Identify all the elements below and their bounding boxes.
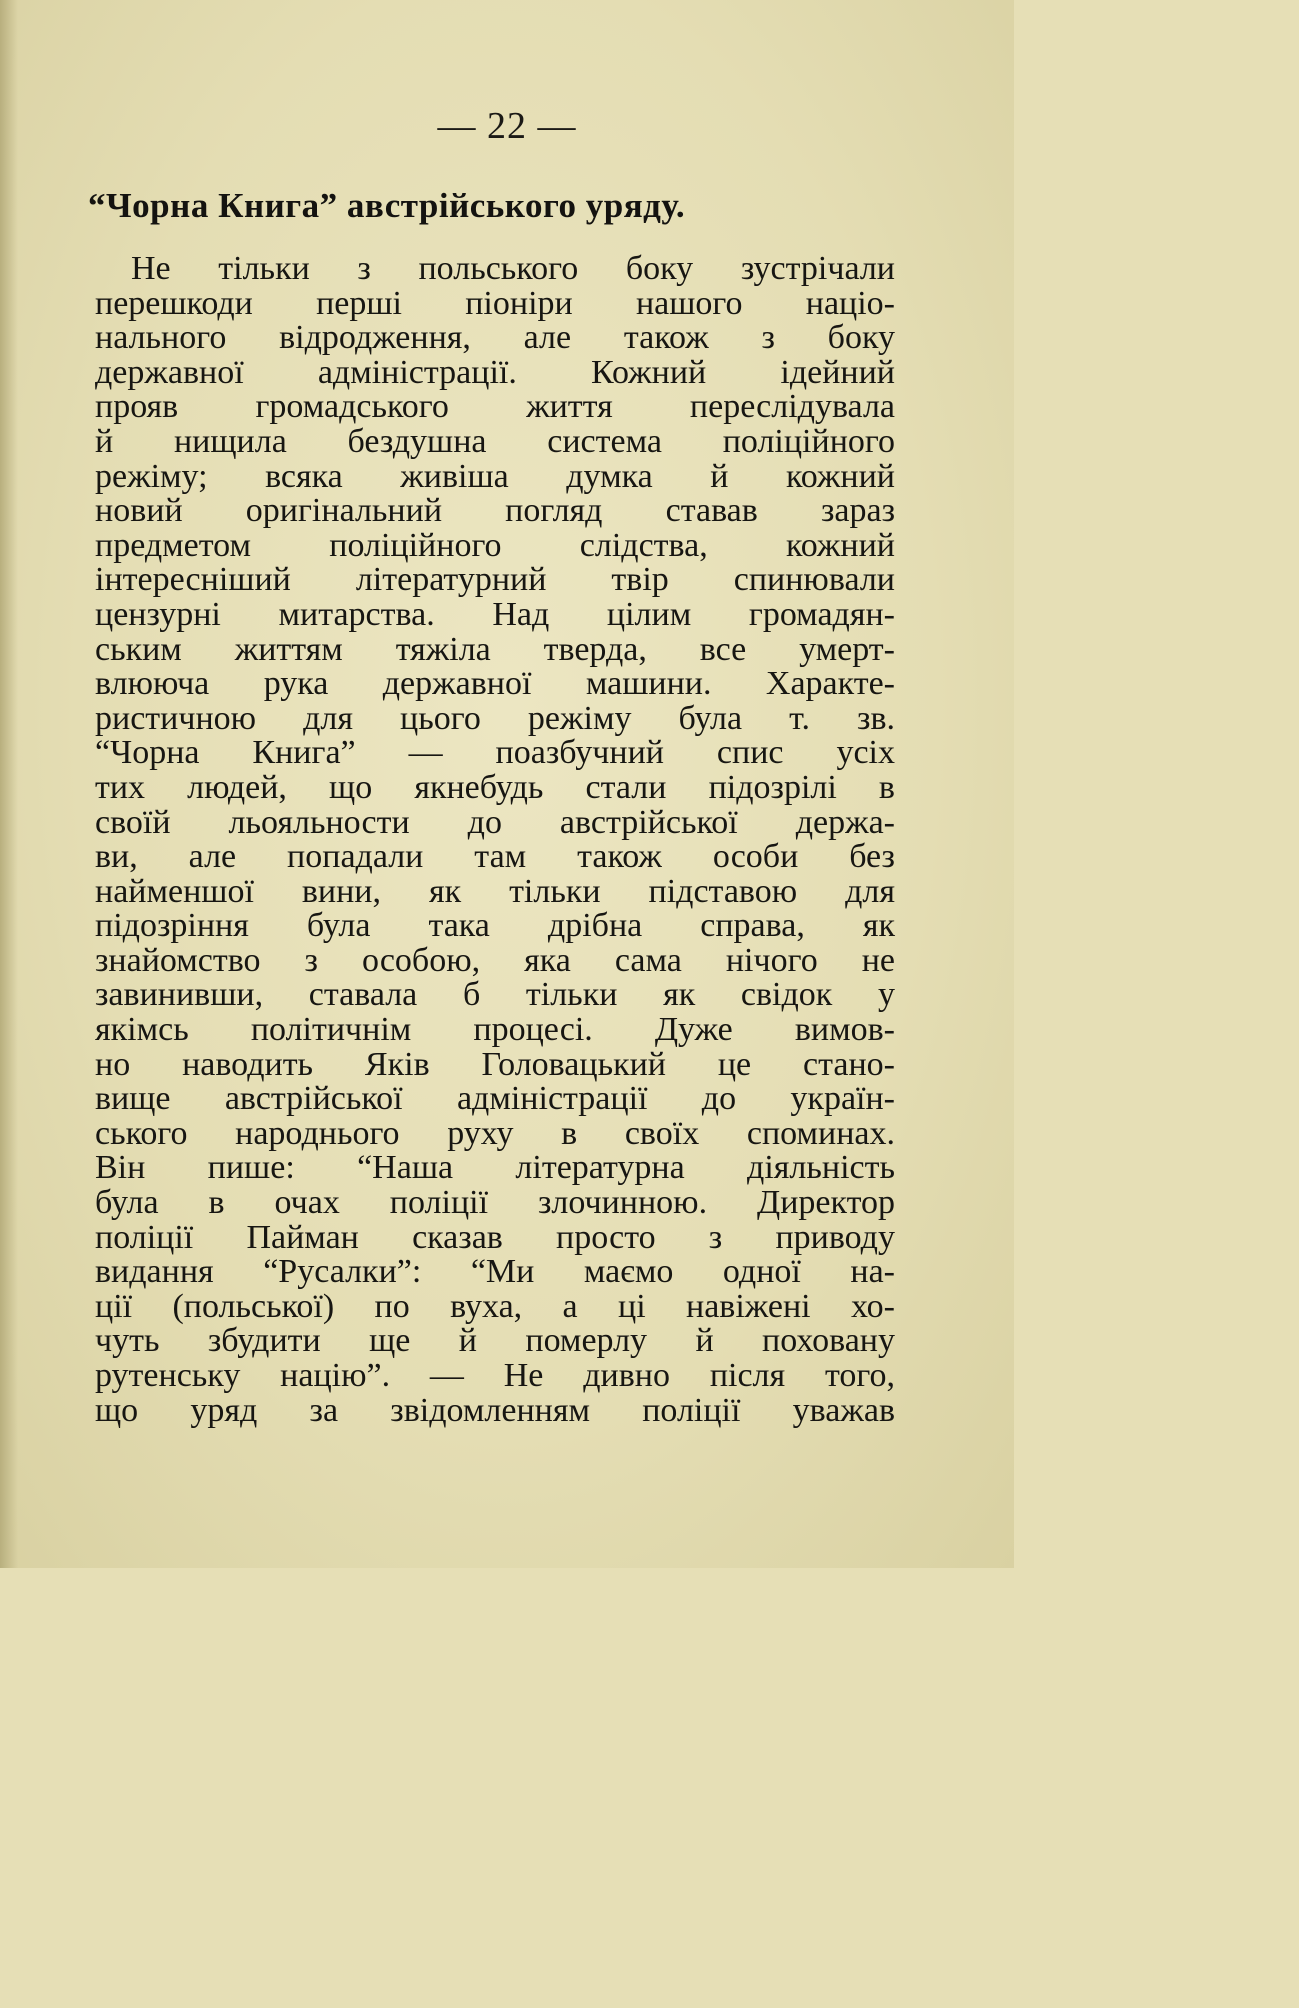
text-line: й нищила бездушна система поліційного [95, 422, 895, 460]
text-line: що уряд за звідомленням поліції уважав [95, 1391, 895, 1429]
text-line: нального відродження, але також з боку [95, 319, 895, 357]
text-line: ським життям тяжіла тверда, все умерт- [95, 630, 895, 668]
section-heading: “Чорна Книга” австрійського уряду. [88, 186, 686, 225]
text-line: рутенську націю”. — Не дивно після того, [95, 1357, 895, 1394]
text-line: своїй льояльности до австрійської держа- [95, 803, 895, 841]
text-line: тих людей, що якнебудь стали підозрілі в [95, 768, 895, 806]
text-line: якімсь політичнім процесі. Дуже вимов- [95, 1011, 895, 1049]
text-line: новий оригінальний погляд ставав зараз [95, 492, 895, 530]
text-line: найменшої вини, як тільки підставою для [95, 872, 895, 910]
text-line: ристичною для цього режіму була т. зв. [95, 699, 895, 737]
text-line: була в очах поліції злочинною. Директор [95, 1184, 895, 1222]
text-line: предметом поліційного слідства, кожний [95, 526, 895, 564]
text-line: чуть збудити ще й померлу й поховану [95, 1322, 895, 1360]
text-line: цензурні митарства. Над цілим громадян- [95, 595, 895, 633]
text-line: підозріння була така дрібна справа, як [95, 907, 895, 945]
text-line: завинивши, ставала б тільки як свідок у [95, 976, 895, 1014]
page-number: — 22 — [437, 105, 577, 147]
text-line: поліції Пайман сказав просто з приводу [95, 1218, 895, 1256]
text-line: ви, але попадали там також особи без [95, 838, 895, 876]
text-line: влююча рука державної машини. Характе- [95, 665, 895, 703]
text-line: Не тільки з польського боку зустрічали [131, 250, 895, 287]
text-line: “Чорна Книга” — поазбучний спис усіх [95, 734, 895, 772]
text-line: ського народнього руху в своїх споминах. [95, 1114, 895, 1152]
text-line: знайомство з особою, яка сама нічого не [95, 941, 895, 979]
text-line: перешкоди перші піоніри нашого націо- [95, 284, 895, 322]
text-line: видання “Русалки”: “Ми маємо одної на- [95, 1253, 895, 1291]
page-edge-shadow [0, 0, 18, 1568]
text-line: інтересніший літературний твір спинювали [95, 561, 895, 599]
text-line: вище австрійської адміністрації до україн- [95, 1080, 895, 1118]
text-line: режіму; всяка живіша думка й кожний [95, 457, 895, 495]
text-line: прояв громадського життя переслідувала [95, 388, 895, 426]
body-text [95, 252, 895, 1428]
text-line: Він пише: “Наша літературна діяльність [95, 1149, 895, 1187]
text-line: державної адміністрації. Кожний ідейний [95, 353, 895, 391]
text-line: но наводить Яків Головацький це стано- [95, 1045, 895, 1083]
text-line: ції (польської) по вуха, а ці навіжені хо- [95, 1287, 895, 1325]
